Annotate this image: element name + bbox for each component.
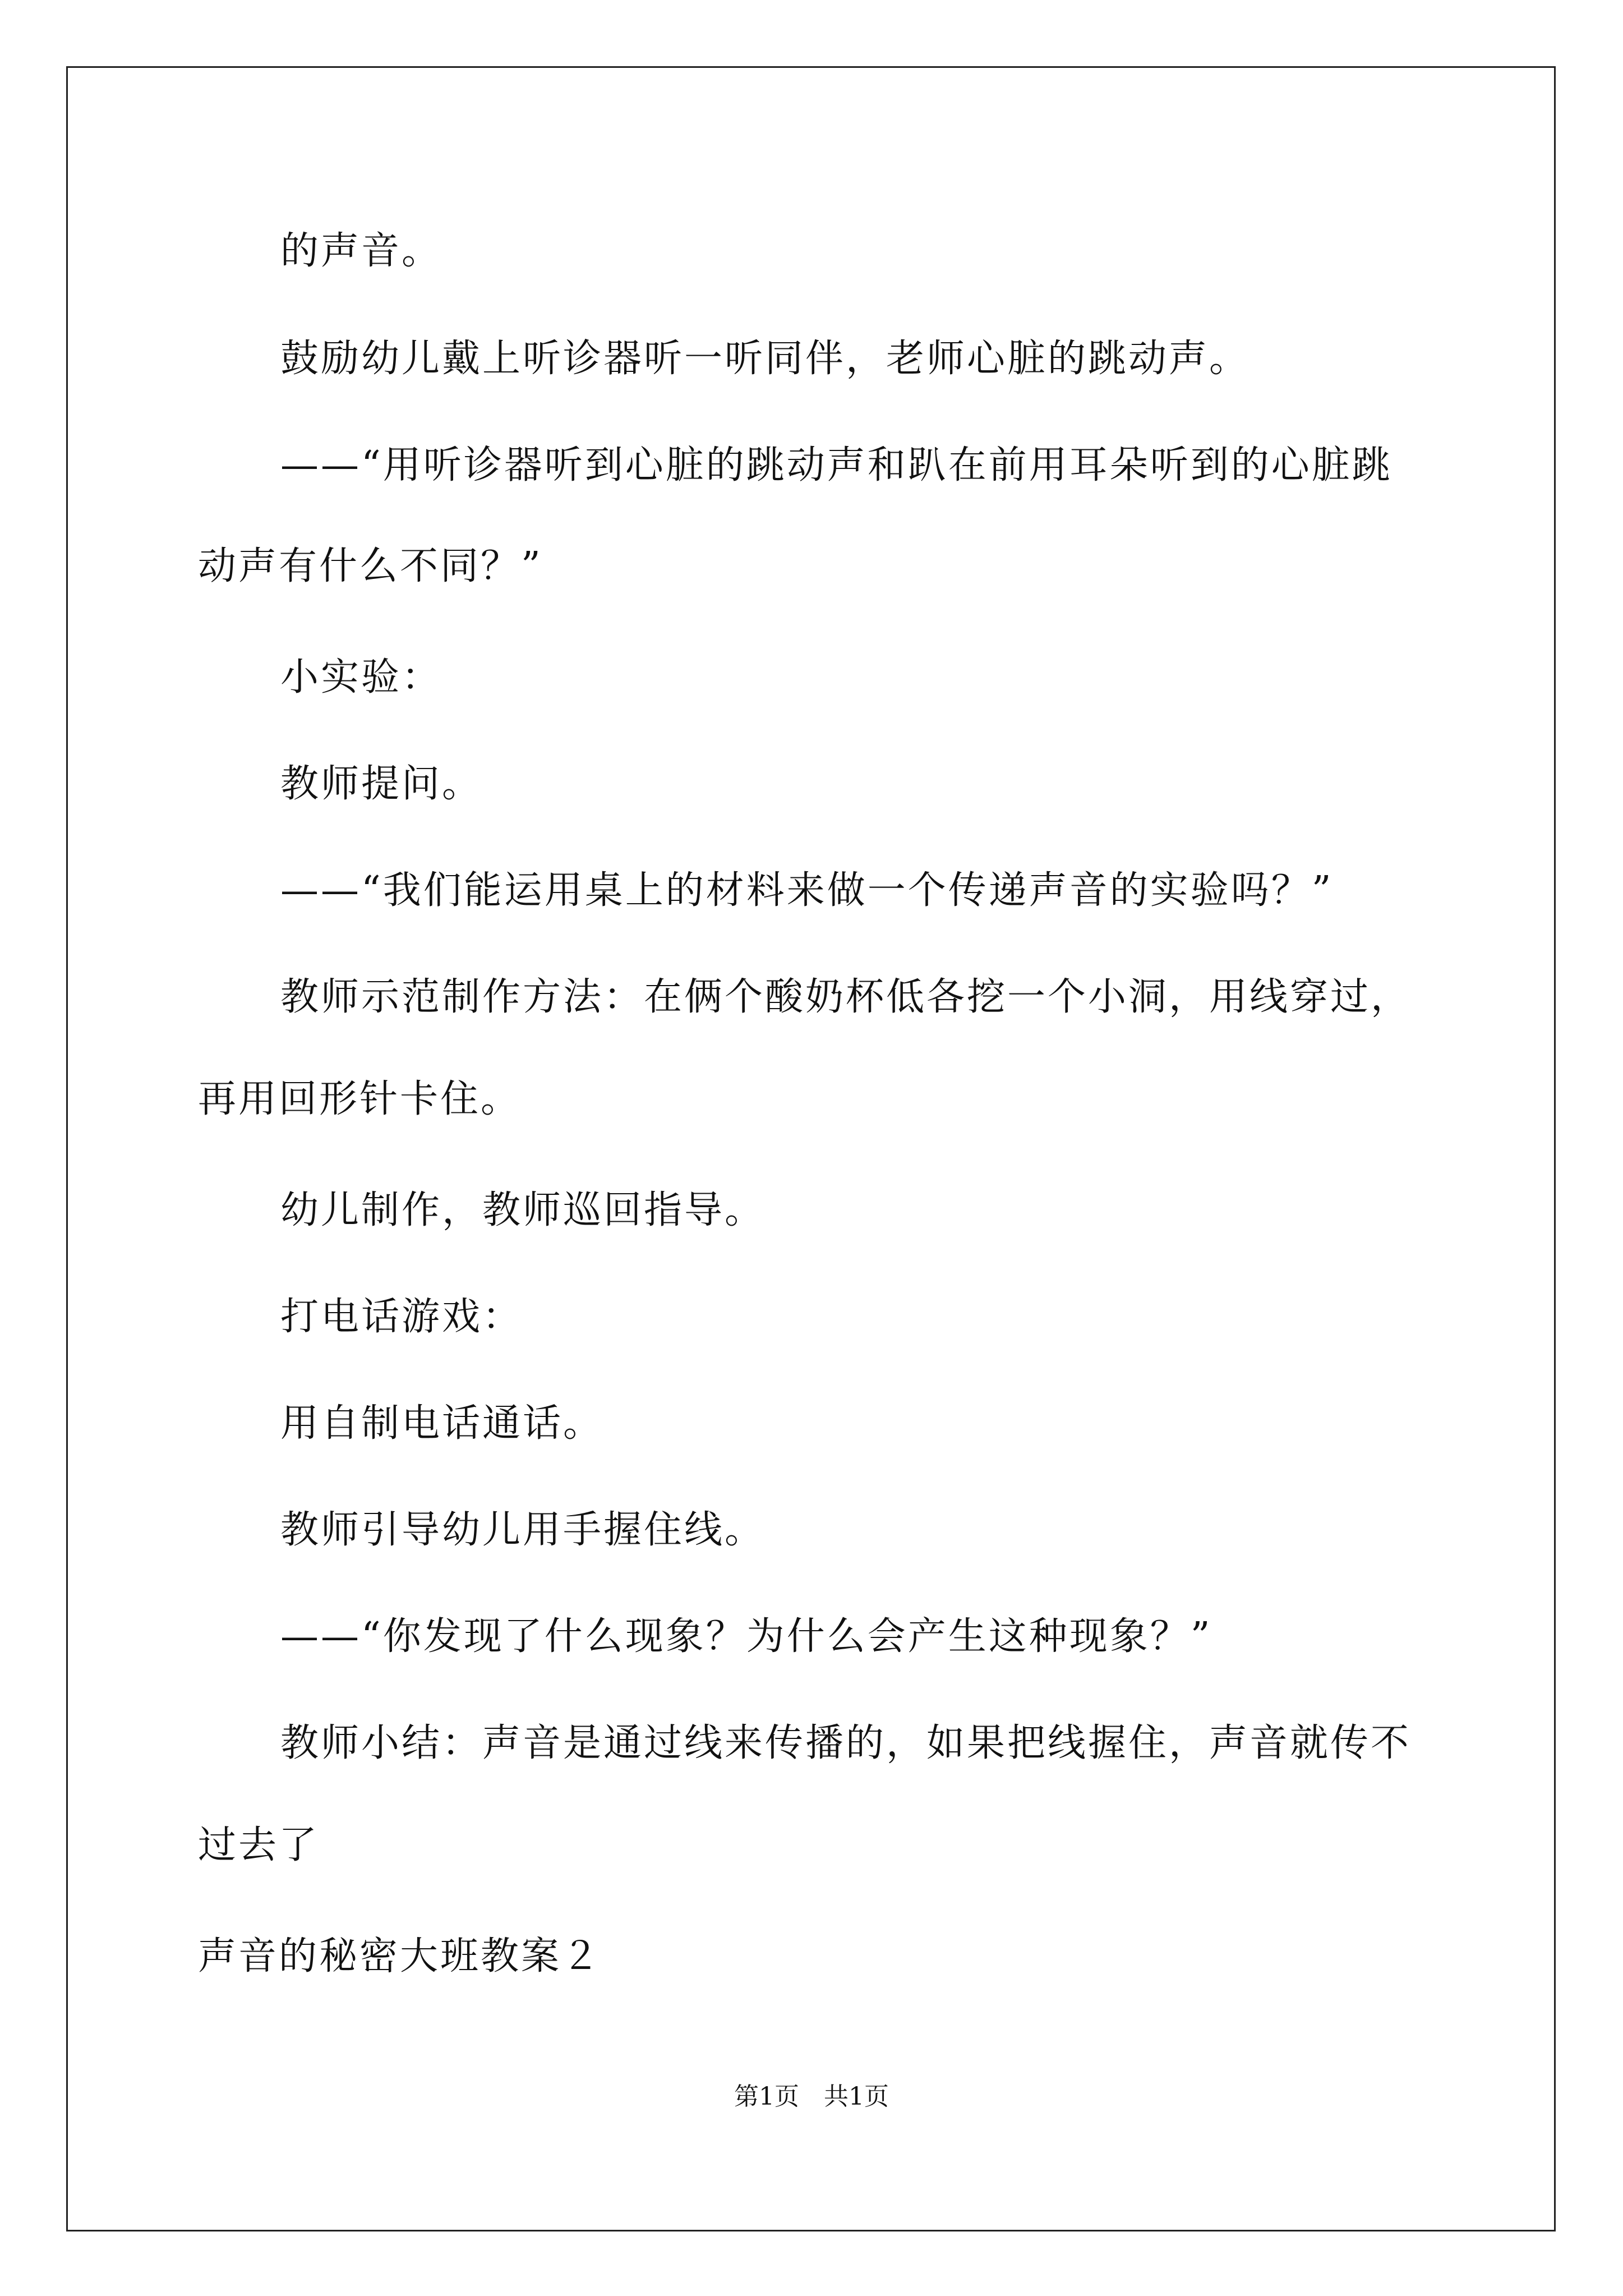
text-line: 鼓励幼儿戴上听诊器听一听同伴，老师心脏的跳动声。: [280, 337, 1250, 381]
text-line: 过去了: [198, 1823, 320, 1867]
text-line: ——“我们能运用桌上的材料来做一个传递声音的实验吗？”: [280, 868, 1334, 913]
text-line: 幼儿制作，教师巡回指导。: [280, 1188, 766, 1232]
section-heading: 声音的秘密大班教案２: [198, 1934, 602, 1978]
text-line: 教师小结：声音是通过线来传播的，如果把线握住，声音就传不: [280, 1721, 1412, 1765]
text-line: 动声有什么不同？”: [198, 544, 543, 588]
text-line: 打电话游戏：: [280, 1295, 523, 1339]
text-line: 再用回形针卡住。: [198, 1077, 522, 1121]
text-line: ——“用听诊器听到心脏的跳动声和趴在前用耳朵听到的心脏跳: [280, 443, 1393, 487]
text-line: 教师提问。: [280, 762, 483, 806]
text-line: ——“你发现了什么现象？为什么会产生这种现象？”: [280, 1614, 1212, 1659]
text-line: 小实验：: [280, 655, 442, 700]
text-line: 用自制电话通话。: [280, 1401, 604, 1446]
text-line: 教师示范制作方法：在俩个酸奶杯低各挖一个小洞，用线穿过，: [280, 975, 1412, 1019]
page-border: [66, 66, 1556, 2231]
page-footer: 第1页 共1页: [734, 2082, 889, 2111]
text-line: 的声音。: [280, 229, 442, 273]
text-line: 教师引导幼儿用手握住线。: [280, 1508, 766, 1552]
